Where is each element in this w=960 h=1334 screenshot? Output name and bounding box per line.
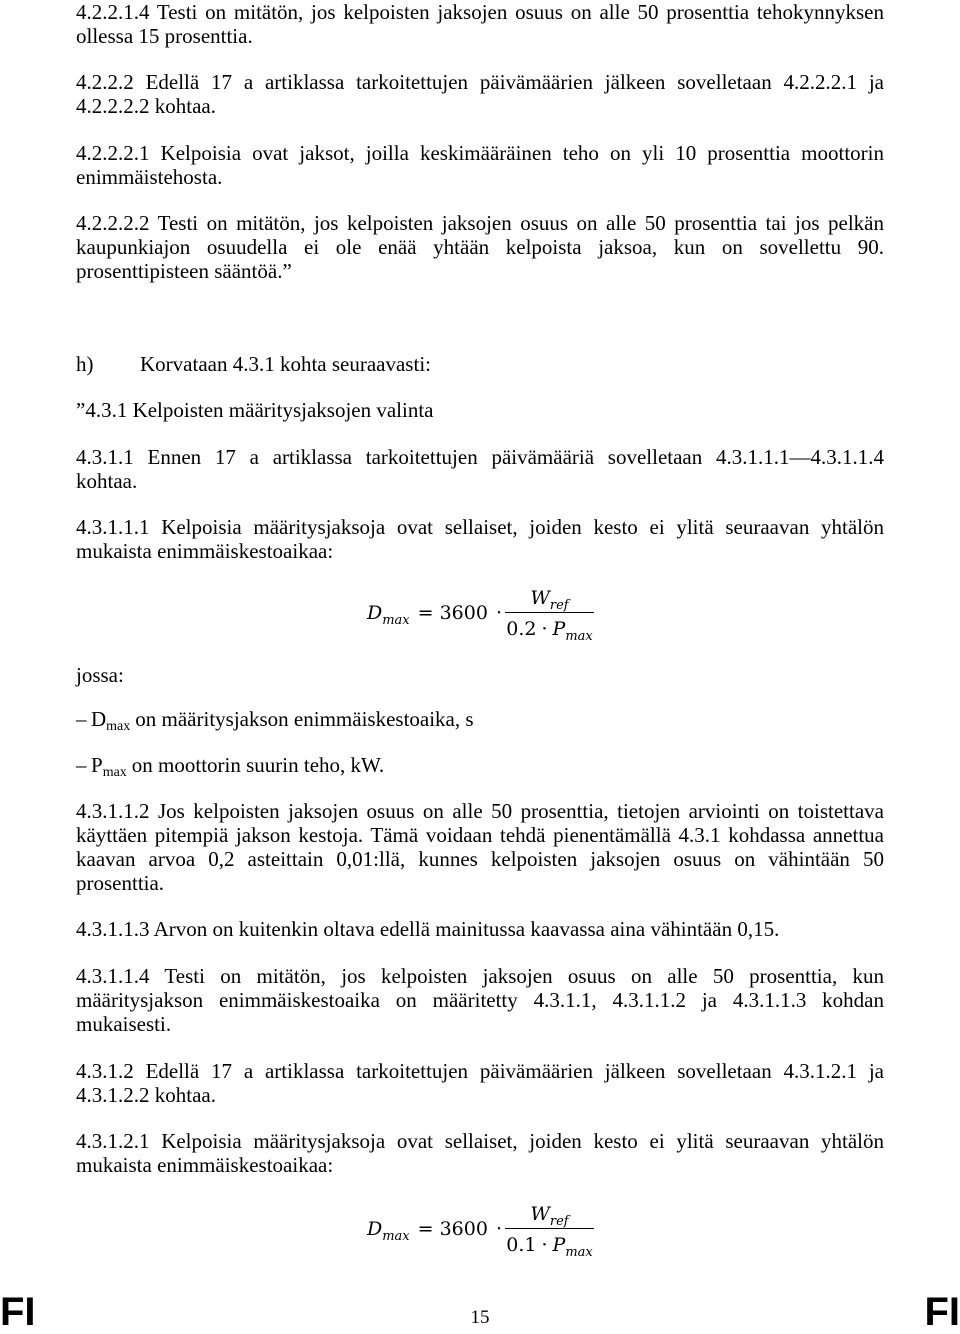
formula-max-duration-2	[367, 1202, 597, 1260]
multiplication-dot: ·	[541, 1234, 548, 1256]
paragraph-line: määritysjakson enimmäiskestoaika on määritetty 4.3.1.1, 4.3.1.1.2 ja 4.3.1.1.3 kohdan	[76, 988, 884, 1012]
definition-subscript: max	[106, 719, 131, 734]
paragraph-4-3-1-1	[76, 445, 884, 493]
paragraph-line: 4.2.2.2.2 Testi on mitätön, jos kelpoisten jaksojen osuus on alle 50 prosenttia tai jos pelkän	[76, 211, 884, 235]
definition-text: on määritysjakson enimmäiskestoaika, s	[135, 707, 474, 731]
paragraph-line: prosenttipisteen sääntöä.”	[76, 259, 292, 283]
paragraph-line: 4.3.1.2.1 Kelpoisia määritysjaksoja ovat sellaiset, joiden kesto ei ylitä seuraavan yhtälön	[76, 1129, 884, 1153]
definition-dash: –	[76, 707, 87, 731]
amendment-text: Korvataan 4.3.1 kohta seuraavasti:	[140, 352, 431, 376]
paragraph-line: prosenttia.	[76, 871, 165, 895]
fraction-numerator	[505, 586, 594, 613]
paragraph-line: 4.3.1.1.4 Testi on mitätön, jos kelpoisten jaksojen osuus on alle 50 prosenttia, kun	[76, 964, 884, 988]
paragraph-4-2-2-2-1	[76, 141, 884, 189]
footer-language-mark-left: FI	[0, 1290, 36, 1334]
definition-symbol: P	[91, 753, 103, 777]
definition-text: on moottorin suurin teho, kW.	[131, 753, 385, 777]
paragraph-line: kohtaa.	[76, 469, 138, 493]
formula-fraction	[505, 1202, 594, 1260]
formula-lhs	[367, 586, 502, 641]
formula-subscript-max: max	[565, 1245, 593, 1260]
paragraph-4-3-1-1-1	[76, 515, 884, 563]
multiplication-dot: ·	[495, 1218, 502, 1240]
paragraph-4-3-1-2-1	[76, 1129, 884, 1177]
formula-lhs	[367, 1202, 502, 1257]
paragraph-line: mukaisesti.	[76, 1012, 172, 1036]
formula-coefficient: 3600	[439, 1218, 488, 1240]
formula-symbol-w: W	[530, 1203, 550, 1225]
paragraph-line: 4.2.2.1.4 Testi on mitätön, jos kelpoisten jaksojen osuus on alle 50 prosenttia tehokynnyksen	[76, 0, 884, 24]
formula-max-duration-1	[367, 586, 597, 644]
denominator-coefficient: 0.2	[506, 618, 537, 640]
paragraph-line: kaupunkiajon osuudella ei ole enää yhtään kelpoista jaksoa, kun on sovellettu 90.	[76, 235, 884, 259]
definition-d-max	[76, 707, 474, 734]
paragraph-line: kaavan arvoa 0,2 asteittain 0,01:llä, kunnes kelpoisten jaksojen osuus on vähintään 50	[76, 847, 884, 871]
formula-symbol-p: P	[552, 618, 566, 640]
section-heading: ”4.3.1 Kelpoisten määritysjaksojen valinta	[76, 398, 434, 422]
fraction-denominator	[505, 1229, 594, 1260]
formula-symbol-d: D	[367, 602, 383, 624]
formula-symbol-d: D	[367, 1218, 383, 1240]
denominator-coefficient: 0.1	[506, 1234, 537, 1256]
equals-sign: =	[417, 602, 434, 624]
definition-p-max	[76, 753, 385, 780]
paragraph-4-3-1-2	[76, 1059, 884, 1107]
paragraph-line: 4.2.2.2.2 kohtaa.	[76, 94, 216, 118]
fraction-numerator	[505, 1202, 594, 1229]
amendment-label: h)	[76, 352, 94, 376]
paragraph-4-2-2-2	[76, 70, 884, 118]
paragraph-line: 4.2.2.2.1 Kelpoisia ovat jaksot, joilla keskimääräinen teho on yli 10 prosenttia moottorin	[76, 141, 884, 165]
amendment-item	[76, 352, 431, 376]
paragraph-4-3-1-1-4	[76, 964, 884, 1036]
paragraph-4-2-2-1-4	[76, 0, 884, 48]
paragraph-line: mukaista enimmäiskestoaikaa:	[76, 539, 334, 563]
definition-symbol: D	[91, 707, 107, 731]
paragraph-line: käyttäen pitempiä jakson kestoja. Tämä voidaan tehdä pienentämällä 4.3.1 kohdassa annettua	[76, 823, 884, 847]
paragraph-line: 4.3.1.1.2 Jos kelpoisten jaksojen osuus on alle 50 prosenttia, tietojen arviointi on toistettava	[76, 799, 884, 823]
definition-subscript: max	[102, 765, 127, 780]
formula-subscript-max: max	[382, 1229, 410, 1244]
formula-coefficient: 3600	[439, 602, 488, 624]
paragraph-line: 4.3.1.2 Edellä 17 a artiklassa tarkoitettujen päivämäärien jälkeen sovelletaan 4.3.1.2.1 ja	[76, 1059, 884, 1083]
equals-sign: =	[417, 1218, 434, 1240]
multiplication-dot: ·	[541, 618, 548, 640]
paragraph-line: mukaista enimmäiskestoaikaa:	[76, 1153, 334, 1177]
formula-subscript-ref: ref	[549, 1214, 569, 1229]
paragraph-line: 4.3.1.1.1 Kelpoisia määritysjaksoja ovat sellaiset, joiden kesto ei ylitä seuraavan yhtälön	[76, 515, 884, 539]
paragraph-4-2-2-2-2	[76, 211, 884, 283]
page-number: 15	[470, 1307, 490, 1328]
paragraph-line: enimmäistehosta.	[76, 165, 223, 189]
paragraph-line: ollessa 15 prosenttia.	[76, 24, 253, 48]
paragraph-line: 4.3.1.1 Ennen 17 a artiklassa tarkoitettujen päivämääriä sovelletaan 4.3.1.1.1—4.3.1.1.4	[76, 445, 884, 469]
formula-fraction	[505, 586, 594, 644]
paragraph-line: 4.3.1.1.3 Arvon on kuitenkin oltava edellä mainitussa kaavassa aina vähintään 0,15.	[76, 917, 780, 941]
formula-subscript-max: max	[565, 629, 593, 644]
formula-subscript-ref: ref	[549, 598, 569, 613]
formula-subscript-max: max	[382, 613, 410, 628]
formula-symbol-p: P	[552, 1234, 566, 1256]
paragraph-line: 4.3.1.2.2 kohtaa.	[76, 1083, 216, 1107]
multiplication-dot: ·	[495, 602, 502, 624]
footer-language-mark-right: FI	[924, 1290, 960, 1334]
formula-symbol-w: W	[530, 587, 550, 609]
paragraph-line: 4.2.2.2 Edellä 17 a artiklassa tarkoitettujen päivämäärien jälkeen sovelletaan 4.2.2.2.1 ja	[76, 70, 884, 94]
definition-dash: –	[76, 753, 87, 777]
paragraph-4-3-1-1-2	[76, 799, 884, 895]
fraction-denominator	[505, 613, 594, 644]
paragraph-4-3-1-1-3	[76, 917, 884, 941]
where-label: jossa:	[76, 663, 124, 687]
